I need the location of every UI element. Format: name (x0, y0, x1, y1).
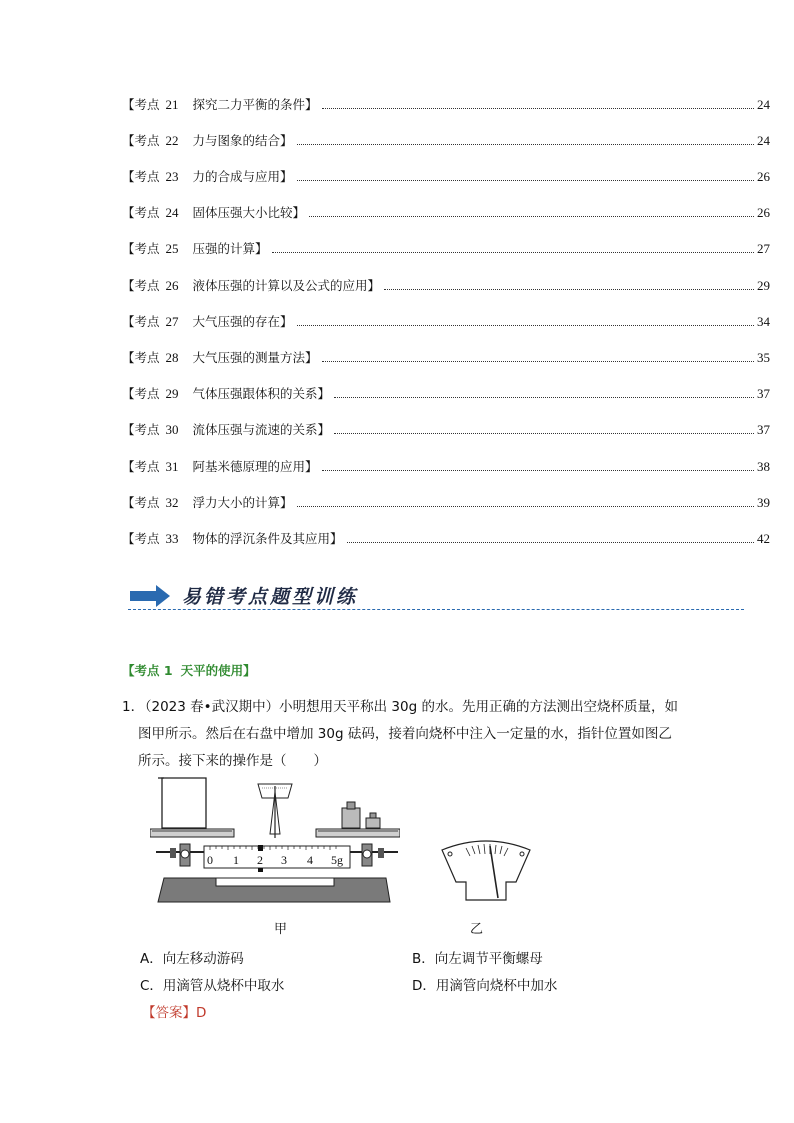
option-c[interactable]: C．用滴管从烧杯中取水 (140, 978, 285, 994)
figure-label-right: 乙 (470, 922, 484, 937)
toc-row[interactable] (122, 95, 770, 113)
scale-label: 0 (207, 853, 213, 867)
toc-kd: 【考点 (122, 422, 160, 437)
pointer-scale (258, 784, 292, 838)
toc-kd: 【考点 (122, 386, 160, 401)
option-b[interactable]: B．向左调节平衡螺母 (412, 951, 543, 967)
option-a[interactable]: A．向左移动游码 (140, 951, 244, 967)
question-number: 1． (122, 699, 145, 715)
toc-num: 25 (165, 241, 179, 256)
toc-page: 39 (757, 495, 770, 510)
toc-title: 物体的浮沉条件及其应用】 (192, 531, 343, 546)
toc-num: 23 (165, 169, 179, 184)
toc-kd: 【考点 (122, 205, 160, 220)
pointer-dial-diagram (436, 836, 536, 908)
arrow-right-icon (128, 584, 172, 608)
toc-page: 29 (757, 278, 770, 293)
toc-page: 27 (757, 241, 770, 256)
toc-num: 22 (165, 133, 179, 148)
toc-kd: 【考点 (122, 278, 160, 293)
rider (258, 845, 263, 851)
answer-label: 【答案】 (142, 1005, 196, 1021)
toc-page: 34 (757, 314, 770, 329)
scale-label: 1 (233, 853, 239, 867)
toc-row[interactable] (122, 203, 770, 221)
scale-label: 5g (331, 853, 343, 867)
toc-title: 固体压强大小比较】 (192, 205, 306, 220)
toc-kd: 【考点 (122, 314, 160, 329)
toc-leader (384, 288, 754, 290)
beam-ruler (204, 846, 350, 868)
toc-title: 探究二力平衡的条件】 (192, 97, 318, 112)
toc-kd: 【考点 (122, 241, 160, 256)
weight-large-icon (342, 802, 360, 828)
toc-row[interactable] (122, 348, 770, 366)
toc-kd: 【考点 (122, 169, 160, 184)
toc-leader (297, 179, 754, 181)
toc-row[interactable] (122, 167, 770, 185)
banner-divider (128, 609, 744, 610)
toc-leader (322, 469, 754, 471)
scale-label: 2 (257, 853, 263, 867)
toc-num: 24 (165, 205, 179, 220)
toc-leader (297, 505, 754, 507)
toc-page: 26 (757, 169, 770, 184)
toc-kd: 【考点 (122, 459, 160, 474)
toc-kd: 【考点 (122, 97, 160, 112)
toc-num: 33 (165, 531, 179, 546)
beaker-icon (158, 778, 206, 828)
figure-label-left: 甲 (274, 922, 288, 937)
toc-page: 37 (757, 386, 770, 401)
toc-leader (334, 396, 754, 398)
answer-value: D (196, 1005, 207, 1021)
toc-title: 液体压强的计算以及公式的应用】 (192, 278, 381, 293)
toc-kd: 【考点 (122, 495, 160, 510)
toc-page: 24 (757, 97, 770, 112)
balance-nut-right (350, 844, 398, 866)
toc-num: 32 (165, 495, 179, 510)
toc-row[interactable] (122, 312, 770, 330)
toc-row[interactable] (122, 131, 770, 149)
answer (142, 1001, 206, 1021)
toc-title: 流体压强与流速的关系】 (192, 422, 331, 437)
toc-row[interactable] (122, 239, 770, 257)
toc-page: 37 (757, 422, 770, 437)
toc-kd: 【考点 (122, 133, 160, 148)
toc-title: 力与图象的结合】 (192, 133, 293, 148)
toc-row[interactable] (122, 493, 770, 511)
toc-title: 大气压强的测量方法】 (192, 350, 318, 365)
toc-num: 21 (165, 97, 179, 112)
toc-leader (347, 541, 754, 543)
toc-leader (297, 324, 754, 326)
scale-label: 3 (281, 853, 287, 867)
section-banner (128, 582, 748, 612)
toc-row[interactable] (122, 457, 770, 475)
toc-row[interactable] (122, 529, 770, 547)
toc-row[interactable] (122, 420, 770, 438)
toc-title: 阿基米德原理的应用】 (192, 459, 318, 474)
toc-leader (297, 143, 754, 145)
toc-num: 30 (165, 422, 179, 437)
balance-nut-left (156, 844, 204, 866)
balance-figure (150, 774, 484, 937)
toc-leader (322, 360, 754, 362)
toc-num: 31 (165, 459, 179, 474)
toc-kd: 【考点 (122, 531, 160, 546)
question-text: （2023 春•武汉期中）小明想用天平称出 30g 的水。先用正确的方法测出空烧杯质量，如图甲所示。然后在右盘中增加 30g 砝码，接着向烧杯中注入一定量的水，指针位置如图乙所示。接下来的操作是（ ） (138, 699, 678, 769)
toc-page: 38 (757, 459, 770, 474)
section-label: 【考点 1 (122, 663, 173, 678)
toc-page: 24 (757, 133, 770, 148)
section-heading (122, 661, 256, 679)
toc-num: 29 (165, 386, 179, 401)
toc-title: 浮力大小的计算】 (192, 495, 293, 510)
toc-num: 27 (165, 314, 179, 329)
toc-num: 28 (165, 350, 179, 365)
toc-row[interactable] (122, 384, 770, 402)
section-title: 天平的使用】 (180, 663, 256, 678)
toc-title: 力的合成与应用】 (192, 169, 293, 184)
toc-title: 大气压强的存在】 (192, 314, 293, 329)
toc-kd: 【考点 (122, 350, 160, 365)
toc-leader (322, 107, 754, 109)
toc-page: 26 (757, 205, 770, 220)
toc-row[interactable] (122, 276, 770, 294)
balance-diagram (150, 774, 400, 908)
toc-leader (334, 432, 754, 434)
toc-num: 26 (165, 278, 179, 293)
toc-title: 压强的计算】 (192, 241, 268, 256)
weight-small-icon (366, 813, 380, 828)
toc-page: 42 (757, 531, 770, 546)
question-1 (122, 694, 682, 775)
scale-label: 4 (307, 853, 313, 867)
toc-leader (309, 215, 754, 217)
toc-title: 气体压强跟体积的关系】 (192, 386, 331, 401)
option-d[interactable]: D．用滴管向烧杯中加水 (412, 978, 558, 994)
toc-page: 35 (757, 350, 770, 365)
toc-leader (272, 251, 754, 253)
banner-title: 易错考点题型训练 (182, 586, 359, 608)
